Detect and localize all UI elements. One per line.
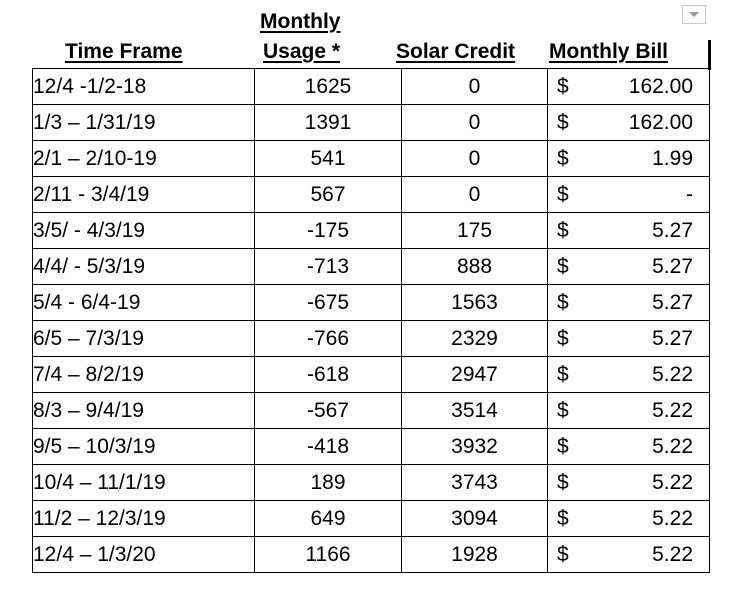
cell-monthly-bill[interactable] xyxy=(548,105,710,141)
bill-amount: 5.22 xyxy=(652,399,693,422)
billing-table xyxy=(32,68,710,573)
bill-amount: 5.22 xyxy=(652,435,693,458)
table-row xyxy=(33,501,710,537)
cell-monthly-bill[interactable] xyxy=(548,357,710,393)
cell-solar-credit[interactable]: 2947 xyxy=(402,357,548,393)
currency-symbol: $ xyxy=(557,363,569,386)
cell-solar-credit[interactable]: 0 xyxy=(402,105,548,141)
cell-monthly-bill[interactable] xyxy=(548,429,710,465)
cell-monthly-bill[interactable] xyxy=(548,141,710,177)
cell-time-frame[interactable]: 2/1 – 2/10-19 xyxy=(33,141,255,177)
cell-time-frame[interactable]: 5/4 - 6/4-19 xyxy=(33,285,255,321)
table-row xyxy=(33,465,710,501)
header-time-frame: Time Frame xyxy=(65,40,183,63)
cell-solar-credit[interactable]: 3932 xyxy=(402,429,548,465)
cell-time-frame[interactable]: 12/4 – 1/3/20 xyxy=(33,537,255,573)
currency-symbol: $ xyxy=(557,255,569,278)
header-monthly-usage-line2: Usage * xyxy=(263,40,341,63)
currency-symbol: $ xyxy=(557,291,569,314)
cell-solar-credit[interactable]: 1563 xyxy=(402,285,548,321)
bill-amount: 5.22 xyxy=(652,363,693,386)
cell-monthly-usage[interactable]: 1625 xyxy=(255,69,402,105)
bill-amount: 5.22 xyxy=(652,471,693,494)
cell-time-frame[interactable]: 4/4/ - 5/3/19 xyxy=(33,249,255,285)
table-row xyxy=(33,105,710,141)
bill-amount: 5.27 xyxy=(652,291,693,314)
cell-monthly-usage[interactable]: 567 xyxy=(255,177,402,213)
cell-edit-cursor xyxy=(708,40,711,70)
bill-amount: 5.27 xyxy=(652,219,693,242)
cell-monthly-bill[interactable] xyxy=(548,537,710,573)
currency-symbol: $ xyxy=(557,111,569,134)
cell-time-frame[interactable]: 12/4 -1/2-18 xyxy=(33,69,255,105)
currency-symbol: $ xyxy=(557,147,569,170)
cell-solar-credit[interactable]: 0 xyxy=(402,141,548,177)
table-row xyxy=(33,429,710,465)
filter-dropdown-button[interactable] xyxy=(682,5,706,24)
cell-monthly-usage[interactable]: -766 xyxy=(255,321,402,357)
cell-solar-credit[interactable]: 3514 xyxy=(402,393,548,429)
currency-symbol: $ xyxy=(557,219,569,242)
bill-amount: 5.27 xyxy=(652,327,693,350)
cell-time-frame[interactable]: 7/4 – 8/2/19 xyxy=(33,357,255,393)
cell-monthly-bill[interactable] xyxy=(548,501,710,537)
cell-time-frame[interactable]: 8/3 – 9/4/19 xyxy=(33,393,255,429)
currency-symbol: $ xyxy=(557,183,569,206)
cell-solar-credit[interactable]: 888 xyxy=(402,249,548,285)
header-solar-credit: Solar Credit xyxy=(396,40,516,63)
cell-monthly-bill[interactable] xyxy=(548,321,710,357)
table-row xyxy=(33,321,710,357)
cell-time-frame[interactable]: 6/5 – 7/3/19 xyxy=(33,321,255,357)
cell-time-frame[interactable]: 1/3 – 1/31/19 xyxy=(33,105,255,141)
cell-monthly-usage[interactable]: -618 xyxy=(255,357,402,393)
cell-solar-credit[interactable]: 175 xyxy=(402,213,548,249)
table-row xyxy=(33,213,710,249)
currency-symbol: $ xyxy=(557,327,569,350)
table-row xyxy=(33,69,710,105)
cell-monthly-bill[interactable] xyxy=(548,465,710,501)
cell-monthly-usage[interactable]: -175 xyxy=(255,213,402,249)
currency-symbol: $ xyxy=(557,435,569,458)
table-row xyxy=(33,177,710,213)
cell-monthly-bill[interactable] xyxy=(548,69,710,105)
cell-solar-credit[interactable]: 0 xyxy=(402,69,548,105)
table-row xyxy=(33,141,710,177)
header-monthly-bill: Monthly Bill xyxy=(549,40,668,63)
cell-monthly-usage[interactable]: -567 xyxy=(255,393,402,429)
cell-time-frame[interactable]: 9/5 – 10/3/19 xyxy=(33,429,255,465)
bill-amount: 5.27 xyxy=(652,255,693,278)
cell-monthly-usage[interactable]: -675 xyxy=(255,285,402,321)
cell-monthly-bill[interactable] xyxy=(548,393,710,429)
cell-solar-credit[interactable]: 2329 xyxy=(402,321,548,357)
cell-solar-credit[interactable]: 3094 xyxy=(402,501,548,537)
cell-monthly-bill[interactable] xyxy=(548,249,710,285)
cell-time-frame[interactable]: 10/4 – 11/1/19 xyxy=(33,465,255,501)
cell-time-frame[interactable]: 2/11 - 3/4/19 xyxy=(33,177,255,213)
table-row xyxy=(33,537,710,573)
cell-time-frame[interactable]: 3/5/ - 4/3/19 xyxy=(33,213,255,249)
cell-monthly-bill[interactable] xyxy=(548,177,710,213)
table-row xyxy=(33,285,710,321)
currency-symbol: $ xyxy=(557,507,569,530)
bill-amount: 162.00 xyxy=(628,111,693,134)
cell-solar-credit[interactable]: 0 xyxy=(402,177,548,213)
header-monthly-usage-line1: Monthly xyxy=(260,10,341,33)
cell-monthly-usage[interactable]: -418 xyxy=(255,429,402,465)
cell-monthly-bill[interactable] xyxy=(548,213,710,249)
currency-symbol: $ xyxy=(557,399,569,422)
cell-monthly-usage[interactable]: -713 xyxy=(255,249,402,285)
currency-symbol: $ xyxy=(557,75,569,98)
cell-monthly-usage[interactable]: 1166 xyxy=(255,537,402,573)
cell-monthly-usage[interactable]: 541 xyxy=(255,141,402,177)
bill-amount: 162.00 xyxy=(628,75,693,98)
table-row xyxy=(33,249,710,285)
cell-monthly-bill[interactable] xyxy=(548,285,710,321)
chevron-down-icon xyxy=(689,12,699,17)
cell-time-frame[interactable]: 11/2 – 12/3/19 xyxy=(33,501,255,537)
cell-monthly-usage[interactable]: 1391 xyxy=(255,105,402,141)
currency-symbol: $ xyxy=(557,471,569,494)
cell-monthly-usage[interactable]: 189 xyxy=(255,465,402,501)
bill-amount: 1.99 xyxy=(652,147,693,170)
cell-monthly-usage[interactable]: 649 xyxy=(255,501,402,537)
cell-solar-credit[interactable]: 1928 xyxy=(402,537,548,573)
bill-amount: 5.22 xyxy=(652,543,693,566)
cell-solar-credit[interactable]: 3743 xyxy=(402,465,548,501)
bill-amount: - xyxy=(686,183,693,206)
table-row xyxy=(33,393,710,429)
currency-symbol: $ xyxy=(557,543,569,566)
bill-amount: 5.22 xyxy=(652,507,693,530)
table-row xyxy=(33,357,710,393)
